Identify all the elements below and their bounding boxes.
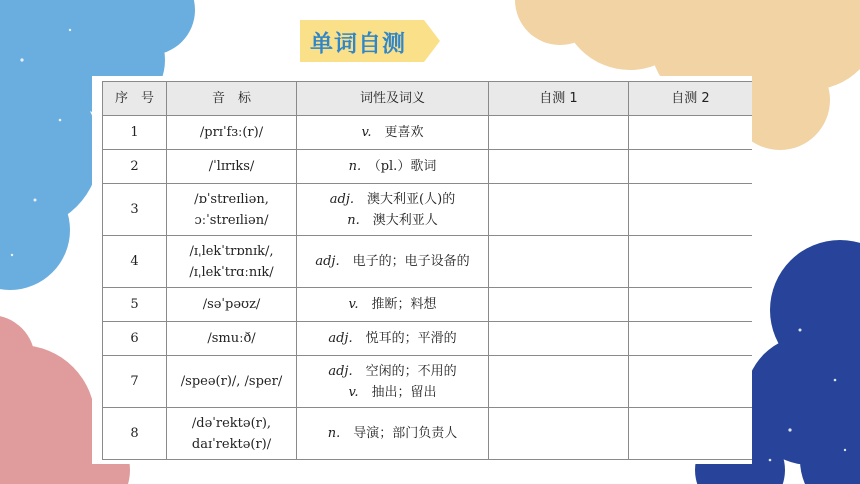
test-2-cell[interactable] bbox=[629, 288, 753, 322]
row-meaning: adj. 悦耳的；平滑的 bbox=[297, 322, 489, 356]
test-2-cell[interactable] bbox=[629, 150, 753, 184]
row-meaning: v. 推断；料想 bbox=[297, 288, 489, 322]
table-row bbox=[103, 236, 753, 288]
title-banner bbox=[300, 20, 440, 62]
row-meaning: v. 更喜欢 bbox=[297, 116, 489, 150]
row-meaning: n. （pl.）歌词 bbox=[297, 150, 489, 184]
row-meaning: adj. 空闲的；不用的 v. 抽出；留出 bbox=[297, 356, 489, 408]
row-number: 8 bbox=[103, 408, 167, 460]
test-1-cell[interactable] bbox=[489, 236, 629, 288]
test-1-cell[interactable] bbox=[489, 184, 629, 236]
table-row bbox=[103, 150, 753, 184]
test-1-cell[interactable] bbox=[489, 288, 629, 322]
test-2-cell[interactable] bbox=[629, 236, 753, 288]
test-1-cell[interactable] bbox=[489, 408, 629, 460]
row-number: 4 bbox=[103, 236, 167, 288]
table-row bbox=[103, 408, 753, 460]
row-phonetic: /smuːð/ bbox=[167, 322, 297, 356]
row-phonetic: /ɪˌlekˈtrɒnɪk/, /ɪˌlekˈtrɑːnɪk/ bbox=[167, 236, 297, 288]
row-phonetic: /speə(r)/, /sper/ bbox=[167, 356, 297, 408]
table-row bbox=[103, 184, 753, 236]
test-2-cell[interactable] bbox=[629, 322, 753, 356]
row-number: 7 bbox=[103, 356, 167, 408]
table-row bbox=[103, 356, 753, 408]
header-number: 序 号 bbox=[103, 82, 167, 116]
table-row bbox=[103, 288, 753, 322]
row-meaning: n. 导演；部门负责人 bbox=[297, 408, 489, 460]
test-2-cell[interactable] bbox=[629, 356, 753, 408]
page-title: 单词自测 bbox=[310, 30, 406, 57]
header-test-1: 自测 1 bbox=[489, 82, 629, 116]
test-2-cell[interactable] bbox=[629, 116, 753, 150]
row-phonetic: /səˈpəʊz/ bbox=[167, 288, 297, 322]
test-2-cell[interactable] bbox=[629, 184, 753, 236]
test-2-cell[interactable] bbox=[629, 408, 753, 460]
row-number: 1 bbox=[103, 116, 167, 150]
table-header-row bbox=[103, 82, 753, 116]
row-phonetic: /ˈlɪrɪks/ bbox=[167, 150, 297, 184]
header-meaning: 词性及词义 bbox=[297, 82, 489, 116]
header-phonetic: 音 标 bbox=[167, 82, 297, 116]
table-row bbox=[103, 322, 753, 356]
row-phonetic: /dəˈrektə(r), daɪˈrektə(r)/ bbox=[167, 408, 297, 460]
row-meaning: adj. 澳大利亚(人)的 n. 澳大利亚人 bbox=[297, 184, 489, 236]
row-number: 3 bbox=[103, 184, 167, 236]
row-number: 6 bbox=[103, 322, 167, 356]
test-1-cell[interactable] bbox=[489, 116, 629, 150]
vocabulary-sheet bbox=[92, 76, 752, 464]
row-number: 5 bbox=[103, 288, 167, 322]
row-meaning: adj. 电子的；电子设备的 bbox=[297, 236, 489, 288]
row-number: 2 bbox=[103, 150, 167, 184]
row-phonetic: /prɪˈfɜː(r)/ bbox=[167, 116, 297, 150]
vocabulary-table bbox=[102, 81, 752, 460]
header-test-2: 自测 2 bbox=[629, 82, 753, 116]
test-1-cell[interactable] bbox=[489, 150, 629, 184]
table-row bbox=[103, 116, 753, 150]
test-1-cell[interactable] bbox=[489, 322, 629, 356]
test-1-cell[interactable] bbox=[489, 356, 629, 408]
row-phonetic: /ɒˈstreɪliən, ɔːˈstreɪliən/ bbox=[167, 184, 297, 236]
